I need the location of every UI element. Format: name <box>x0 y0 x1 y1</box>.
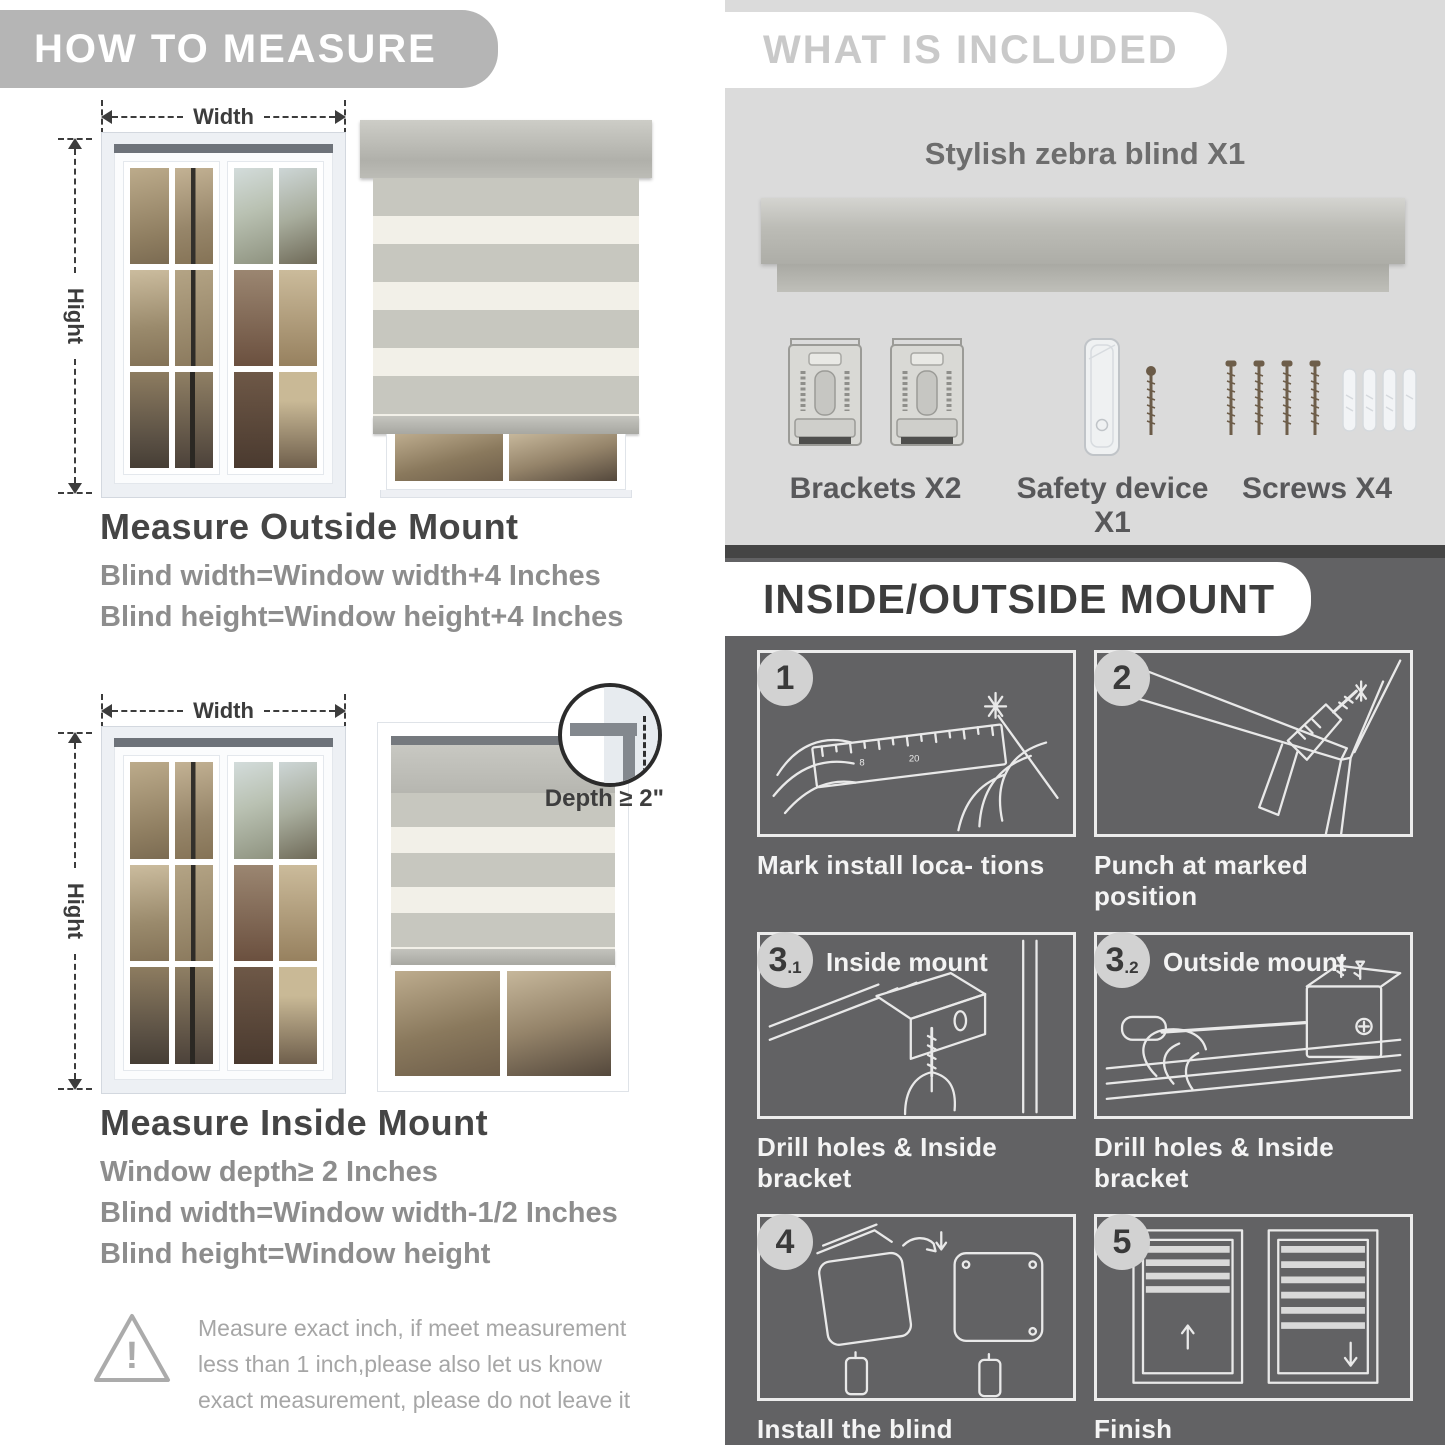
window-under-blind <box>386 434 626 490</box>
step-3-2 <box>1094 932 1413 1194</box>
step-3-2-box <box>1094 932 1413 1119</box>
how-to-measure-header-band <box>0 10 498 88</box>
blind-cassette <box>360 120 652 178</box>
outside-line-1: Blind width=Window width+4 Inches <box>100 560 601 592</box>
height-dimension-arrow <box>63 732 89 1090</box>
safety-device-label: Safety device X1 <box>1016 472 1209 539</box>
step-3-2-title: Outside mount <box>1163 947 1347 977</box>
window-under-blind <box>391 965 615 1078</box>
width-label: Width <box>193 104 254 129</box>
step-3-2-badge: 3 .2 <box>1094 932 1150 988</box>
step-5-box <box>1094 1214 1413 1401</box>
step-3-1-title: Inside mount <box>826 947 988 977</box>
depth-magnifier-icon <box>558 683 662 787</box>
warning-text: Measure exact inch, if meet measurement less than 1 inch,please also let us know exact measurement, please do not leave it <box>198 1315 631 1413</box>
width-dimension-arrow <box>101 106 346 128</box>
brackets-label: Brackets X2 <box>789 472 962 505</box>
inside-mount-blind-illustration <box>377 722 664 1092</box>
how-to-measure-title: HOW TO MEASURE <box>34 26 437 71</box>
step-4-caption: Install the blind <box>757 1414 953 1444</box>
included-item-screws <box>1203 335 1431 506</box>
screws-icon <box>1217 335 1417 460</box>
inside-mount-lines <box>100 1152 618 1275</box>
included-item-safety-device <box>1005 335 1220 540</box>
step-1-caption: Mark install loca- tions <box>757 850 1045 880</box>
depth-label: Depth ≥ 2" <box>544 785 664 812</box>
step-5-badge: 5 <box>1094 1214 1150 1270</box>
width-label: Width <box>193 698 254 723</box>
step-2 <box>1094 650 1413 912</box>
step-3-2-caption: Drill holes & Inside bracket <box>1094 1132 1335 1193</box>
step-5-caption: Finish <box>1094 1414 1173 1444</box>
inside-mount-measure-figure <box>62 700 346 1094</box>
zebra-stripes <box>373 178 639 416</box>
what-is-included-title: WHAT IS INCLUDED <box>763 27 1179 72</box>
zebra-stripes <box>391 793 615 949</box>
window-sash-right <box>227 161 324 475</box>
brackets-icon <box>781 335 971 460</box>
what-is-included-section <box>725 0 1445 545</box>
warning-triangle-icon <box>90 1310 174 1388</box>
svg-text:20: 20 <box>908 753 920 765</box>
outside-mount-lines <box>100 556 623 638</box>
headrail-illustration <box>761 198 1405 264</box>
window-sash-left <box>123 161 220 475</box>
what-is-included-header-band <box>725 12 1227 88</box>
outside-mount-title: Measure Outside Mount <box>100 506 519 547</box>
step-2-badge: 2 <box>1094 650 1150 706</box>
step-2-caption: Punch at marked position <box>1094 850 1309 911</box>
safety-device-icon <box>1033 335 1193 460</box>
screws-label: Screws X4 <box>1241 472 1393 505</box>
measurement-warning <box>90 1310 660 1418</box>
window-lintel <box>114 738 333 747</box>
window-sill <box>380 490 632 498</box>
blind-bottom-rail <box>391 949 615 965</box>
width-dimension-arrow <box>101 700 346 722</box>
zebra-blind-label: Stylish zebra blind X1 <box>924 136 1246 171</box>
included-item-brackets <box>763 335 988 506</box>
outside-mount-measure-figure <box>62 106 346 498</box>
step-3-1 <box>757 932 1076 1194</box>
inside-line-2: Blind width=Window width-1/2 Inches <box>100 1197 618 1229</box>
blind-bottom-rail <box>373 416 639 434</box>
inside-mount-title: Measure Inside Mount <box>100 1102 489 1143</box>
step-3-1-caption: Drill holes & Inside bracket <box>757 1132 998 1193</box>
step-2-box <box>1094 650 1413 837</box>
window-sash-right <box>227 755 324 1071</box>
window-lintel <box>114 144 333 153</box>
mount-title: INSIDE/OUTSIDE MOUNT <box>763 575 1276 622</box>
window-photo-illustration <box>101 726 346 1094</box>
height-label: Hight <box>63 882 89 940</box>
step-3-1-badge: 3 .1 <box>757 932 813 988</box>
window-sash-left <box>123 755 220 1071</box>
window-photo-illustration <box>101 132 346 498</box>
steps-grid <box>757 650 1413 1445</box>
outside-line-2: Blind height=Window height+4 Inches <box>100 601 624 633</box>
section-divider <box>725 545 1445 558</box>
step-3-1-box <box>757 932 1076 1119</box>
headrail-underside <box>777 264 1389 292</box>
outside-mount-blind-illustration <box>360 120 652 498</box>
step-1 <box>757 650 1076 912</box>
svg-text:8: 8 <box>859 757 865 769</box>
step-1-badge: 1 <box>757 650 813 706</box>
step-5 <box>1094 1214 1413 1445</box>
step-4-box <box>757 1214 1076 1401</box>
mount-header-band <box>725 562 1311 636</box>
height-dimension-arrow <box>63 138 89 494</box>
height-label: Hight <box>63 287 89 345</box>
mount-steps-section <box>725 558 1445 1445</box>
step-1-box <box>757 650 1076 837</box>
warning-exclamation: ! <box>125 1335 139 1377</box>
inside-line-1: Window depth≥ 2 Inches <box>100 1156 438 1188</box>
inside-line-3: Blind height=Window height <box>100 1238 491 1270</box>
step-4-badge: 4 <box>757 1214 813 1270</box>
step-4 <box>757 1214 1076 1445</box>
